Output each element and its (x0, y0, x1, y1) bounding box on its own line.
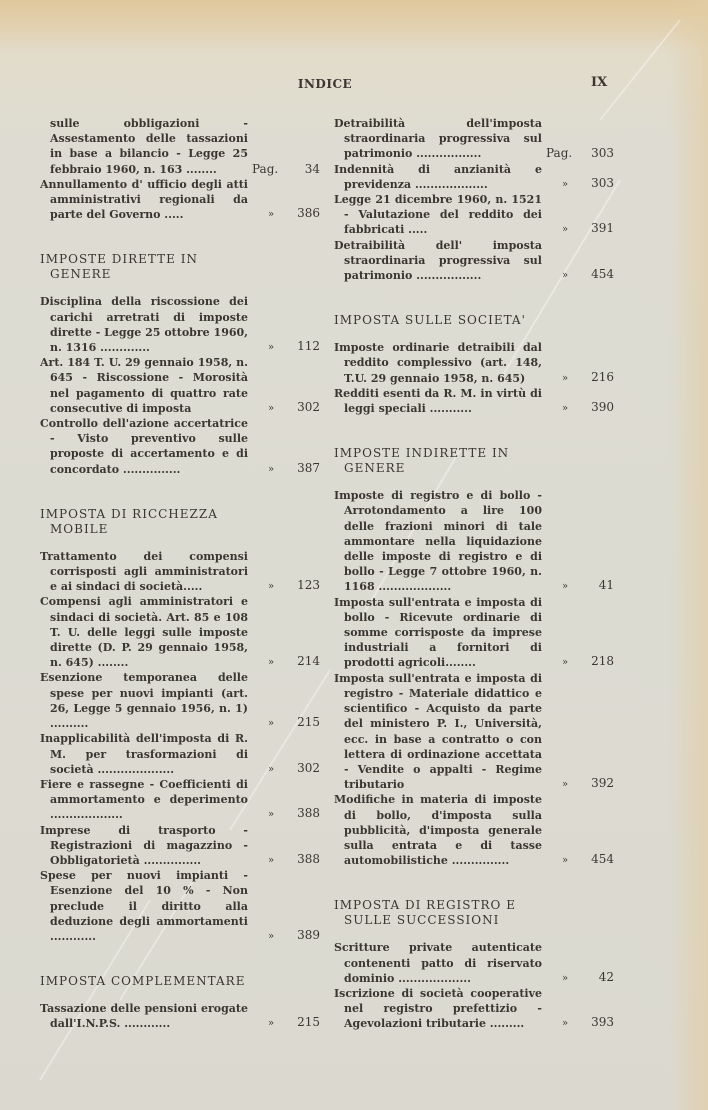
page-number-ref: 302 (297, 399, 320, 414)
ditto-mark: » (561, 972, 569, 984)
ditto-mark: » (267, 402, 275, 414)
index-entry[interactable] (40, 116, 320, 177)
page-reference (248, 578, 320, 594)
pag-label: Pag. (546, 146, 573, 161)
entry-title: Imposte di registro e di bollo - Arrotondamento a lire 100 delle frazioni minori di tale ammontare nella liquidazione delle imposte di registro e di bollo - Legge 7 ottobre 1960, n. 1168 ................... (334, 489, 542, 594)
index-entry[interactable] (334, 986, 614, 1032)
ditto-mark: » (561, 1018, 569, 1030)
entry-title: Iscrizione di società cooperative nel registro prefettizio - Agevolazioni tributarie ......... (334, 986, 542, 1031)
index-entry[interactable] (334, 792, 614, 868)
ditto-mark: » (267, 463, 275, 475)
page-reference (542, 267, 614, 283)
ditto-mark: » (561, 581, 569, 593)
index-entry[interactable] (40, 670, 320, 731)
index-entry[interactable] (40, 777, 320, 823)
ditto-mark: » (267, 209, 275, 221)
page-number-ref: 41 (598, 578, 614, 593)
index-column-right (334, 116, 614, 1032)
entry-title: Redditi esenti da R. M. in virtù di leggi speciali ........... (334, 386, 542, 416)
page-reference (542, 852, 614, 868)
pag-label: Pag. (252, 161, 279, 176)
entry-title: Scritture private autenticate contenenti patto di riservato dominio ................... (334, 941, 542, 985)
section-spacer (334, 283, 614, 313)
page-reference (248, 852, 320, 868)
entry-title: Imposta sull'entrata e imposta di registro - Materiale didattico e scientifico - Acquisto da parte del ministero P. I., Università, ecc. in base a contratto o con lettera di ordinazione accettata - Vendite o appalti - Regime tributario (334, 671, 542, 792)
index-entry[interactable] (334, 595, 614, 671)
ditto-mark: » (561, 372, 569, 384)
entry-title: Imposta sull'entrata e imposta di bollo - Ricevute ordinarie di somme corrisposte da imprese industriali a fornitori di prodotti agricoli........ (334, 595, 542, 670)
entry-title: sulle obbligazioni - Assestamento delle tassazioni in base a bilancio - Legge 25 febbraio 1960, n. 163 ........ (50, 117, 248, 176)
section-heading: IMPOSTE INDIRETTE IN GENERE (334, 446, 510, 476)
index-column-left (40, 116, 320, 1032)
index-entry[interactable] (334, 386, 614, 416)
section-spacer (40, 477, 320, 507)
entry-title: Compensi agli amministratori e sindaci di società. Art. 85 e 108 T. U. delle leggi sulle imposte dirette (D. P. 29 gennaio 1958, n. 645) ........ (40, 595, 248, 670)
index-entry[interactable] (334, 238, 614, 284)
entry-title: Disciplina della riscossione dei carichi arretrati di imposte dirette - Legge 25 ottobre 1960, n. 1316 ............. (40, 295, 248, 355)
index-entry[interactable] (40, 549, 320, 595)
page-edge-right (668, 0, 708, 1110)
section-spacer (40, 537, 320, 549)
section-spacer (40, 944, 320, 974)
page-number-ref: 34 (304, 161, 320, 176)
section-spacer (40, 989, 320, 1001)
page-reference (248, 806, 320, 822)
ditto-mark: » (267, 1018, 275, 1030)
index-entry[interactable] (40, 416, 320, 477)
page-reference (248, 400, 320, 416)
index-entry[interactable] (40, 823, 320, 869)
section-spacer (334, 476, 614, 488)
page-number-ref: 454 (591, 267, 614, 282)
page-number-ref: 112 (297, 339, 320, 354)
page-number-ref: 214 (297, 654, 320, 669)
page-number-ref: 386 (297, 206, 320, 221)
ditto-mark: » (267, 718, 275, 730)
section-heading: IMPOSTA DI RICCHEZZA MOBILE (40, 506, 218, 536)
ditto-mark: » (561, 178, 569, 190)
entry-title: Controllo dell'azione accertatrice - Visto preventivo sulle proposte di accertamento e di concordato ............... (40, 417, 248, 476)
section-spacer (334, 868, 614, 898)
index-entry[interactable] (334, 940, 614, 986)
page-number-ref: 390 (591, 400, 614, 415)
page-reference (248, 162, 320, 177)
page-reference (248, 761, 320, 777)
page-reference (542, 176, 614, 192)
page-reference (542, 578, 614, 594)
page-reference (542, 654, 614, 670)
page-number-ref: 388 (297, 806, 320, 821)
index-entry[interactable] (40, 294, 320, 355)
index-entry[interactable] (334, 340, 614, 386)
section-spacer (334, 928, 614, 940)
index-entry[interactable] (40, 594, 320, 670)
page-number-ref: 216 (591, 369, 614, 384)
index-entry[interactable] (40, 177, 320, 223)
entry-title: Inapplicabilità dell'imposta di R. M. per trasformazioni di società .................... (40, 732, 248, 776)
section-spacer (40, 282, 320, 294)
section-heading: IMPOSTA SULLE SOCIETA' (334, 313, 526, 328)
page-reference (248, 206, 320, 222)
ditto-mark: » (267, 342, 275, 354)
page-number-ref: 391 (591, 221, 614, 236)
page-reference (542, 776, 614, 792)
entry-title: Imprese di trasporto - Registrazioni di magazzino - Obbligatorietà ............... (40, 823, 248, 867)
page-number-ref: 454 (591, 852, 614, 867)
page-number-ref: 303 (591, 146, 614, 161)
entry-title: Legge 21 dicembre 1960, n. 1521 - Valutazione del reddito dei fabbricati ..... (334, 193, 542, 237)
page-number-ref: 392 (591, 776, 614, 791)
page-reference (248, 1015, 320, 1031)
page-number-ref: 387 (297, 460, 320, 475)
section-heading: IMPOSTA DI REGISTRO E SULLE SUCCESSIONI (334, 898, 516, 928)
page-reference (542, 221, 614, 237)
page-reference (248, 928, 320, 944)
page-number-ref: 215 (297, 715, 320, 730)
page-number-ref: 42 (598, 969, 614, 984)
page-reference (542, 146, 614, 161)
page-number-ref: 388 (297, 851, 320, 866)
running-header-title: INDICE (297, 77, 353, 91)
entry-title: Esenzione temporanea delle spese per nuovi impianti (art. 26, Legge 5 gennaio 1956, n. 1) .......... (40, 671, 248, 731)
page-number: IX (591, 75, 608, 90)
entry-title: Spese per nuovi impianti - Esenzione del 10 % - Non preclude il diritto alla deduzione degli ammortamenti ............ (40, 869, 248, 943)
ditto-mark: » (267, 809, 275, 821)
page-number-ref: 302 (297, 760, 320, 775)
page-edge-top (0, 0, 708, 50)
section-spacer (40, 222, 320, 252)
page-number-ref: 393 (591, 1015, 614, 1030)
entry-title: Modifiche in materia di imposte di bollo, d'imposta sulla pubblicità, d'imposta generale sulla entrata e di tasse automobilistiche ............... (334, 793, 542, 868)
index-entry[interactable] (40, 355, 320, 416)
page-number-ref: 303 (591, 175, 614, 190)
entry-title: Art. 184 T. U. 29 gennaio 1958, n. 645 - Riscossione - Morosità nel pagamento di quattro rate consecutive di imposta (40, 356, 248, 415)
entry-title: Detraibilità dell'imposta straordinaria progressiva sul patrimonio ................. (334, 117, 542, 161)
page-number-ref: 215 (297, 1015, 320, 1030)
section-heading: IMPOSTA COMPLEMENTARE (40, 974, 246, 989)
index-entry[interactable] (334, 116, 614, 162)
index-entry[interactable] (334, 192, 614, 238)
ditto-mark: » (267, 581, 275, 593)
page-reference (248, 654, 320, 670)
index-entry[interactable] (40, 868, 320, 944)
ditto-mark: » (561, 270, 569, 282)
index-entry[interactable] (334, 488, 614, 594)
section-spacer (334, 416, 614, 446)
section-spacer (334, 328, 614, 340)
index-entry[interactable] (40, 1001, 320, 1031)
page-number-ref: 389 (297, 927, 320, 942)
index-entry[interactable] (334, 671, 614, 793)
page-reference (248, 461, 320, 477)
entry-title: Fiere e rassegne - Coefficienti di ammortamento e deperimento ................... (40, 777, 248, 822)
ditto-mark: » (561, 403, 569, 415)
entry-title: Tassazione delle pensioni erogate dall'I.N.P.S. ............ (40, 1002, 248, 1031)
entry-title: Detraibilità dell' imposta straordinaria progressiva sul patrimonio ................. (334, 238, 542, 283)
index-entry[interactable] (334, 162, 614, 192)
ditto-mark: » (561, 855, 569, 867)
section-heading: IMPOSTE DIRETTE IN GENERE (40, 252, 198, 282)
ditto-mark: » (267, 930, 275, 942)
entry-title: Indennità di anzianità e previdenza ................... (334, 162, 542, 191)
ditto-mark: » (267, 657, 275, 669)
ditto-mark: » (267, 854, 275, 866)
page-number-ref: 123 (297, 578, 320, 593)
index-entry[interactable] (40, 731, 320, 777)
page-reference (542, 970, 614, 986)
ditto-mark: » (561, 657, 569, 669)
page-reference (542, 1015, 614, 1031)
entry-title: Trattamento dei compensi corrisposti agli amministratori e ai sindaci di società..... (40, 549, 248, 594)
ditto-mark: » (561, 224, 569, 236)
page-reference (248, 339, 320, 355)
entry-title: Imposte ordinarie detraibili dal reddito complessivo (art. 148, T.U. 29 gennaio 1958, n. 645) (334, 341, 542, 385)
page-number-ref: 218 (591, 654, 614, 669)
entry-title: Annullamento d' ufficio degli atti amministrativi regionali da parte del Governo ..... (40, 177, 248, 222)
page-reference (542, 370, 614, 386)
page-reference (542, 400, 614, 416)
ditto-mark: » (561, 779, 569, 791)
page-reference (248, 715, 320, 731)
ditto-mark: » (267, 763, 275, 775)
